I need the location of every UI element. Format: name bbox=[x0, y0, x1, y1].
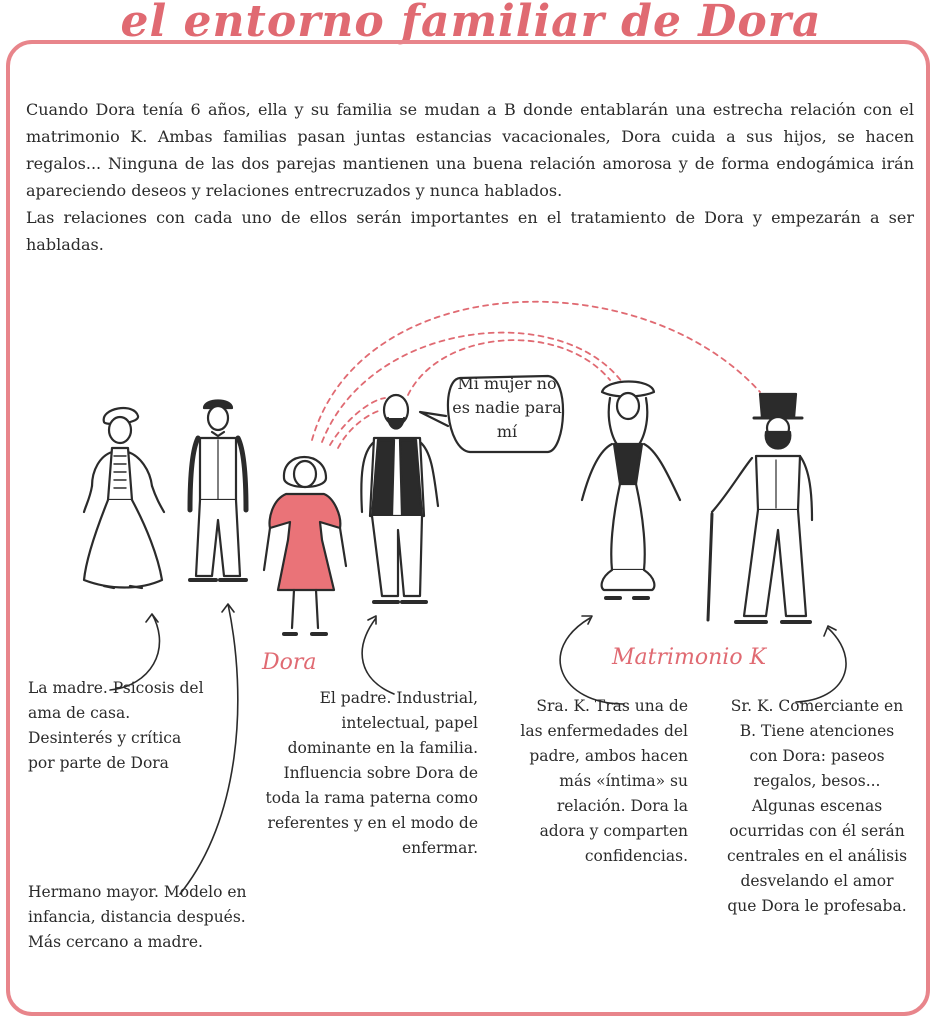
matrimonio-k-label: Matrimonio K bbox=[612, 645, 767, 670]
intro-paragraph-2: Las relaciones con cada uno de ellos serán importantes en el tratamiento de Dora y empezarán a ser habladas. bbox=[26, 208, 914, 254]
madre-figure bbox=[84, 408, 164, 588]
speech-bubble-text: Mi mujer no es nadie para mí bbox=[452, 374, 562, 441]
intro-paragraph-1: Cuando Dora tenía 6 años, ella y su familia se mudan a B donde entablarán una estrecha relación con el matrimonio K. Ambas familias pasan juntas estancias vacacionales, Dora cuida a sus hijos, se hacen regalos... Ninguna de las dos parejas mantienen una buena relación amorosa y de forma endogámica irán apareciendo deseos y relaciones entrecruzados y nunca hablados. bbox=[26, 100, 914, 200]
sra-k-figure bbox=[582, 382, 680, 599]
page-title: el entorno familiar de Dora bbox=[120, 0, 822, 47]
note-sra-k: Sra. K. Tras una de las enfermedades del padre, ambos hacen más «íntima» su relación. Dora la adora y comparten confidencias. bbox=[520, 697, 688, 865]
dora-label: Dora bbox=[262, 650, 317, 675]
padre-figure bbox=[361, 395, 438, 602]
note-hermano: Hermano mayor. Modelo en infancia, distancia después. Más cercano a madre. bbox=[28, 883, 247, 951]
note-sr-k: Sr. K. Comerciante en B. Tiene atenciones con Dora: paseos regalos, besos... Algunas escenas ocurridas con él serán centrales en el análisis desvelando el amor que Dora le profesaba. bbox=[726, 697, 908, 915]
sr-k-figure bbox=[708, 394, 812, 622]
note-madre: La madre. Psicosis del ama de casa. Desinterés y crítica por parte de Dora bbox=[28, 679, 204, 772]
hermano-figure bbox=[190, 401, 246, 581]
dora-figure bbox=[264, 457, 346, 634]
note-padre: El padre. Industrial, intelectual, papel dominante en la familia. Influencia sobre Dora de toda la rama paterna como referentes y en el modo de enfermar. bbox=[265, 689, 478, 857]
